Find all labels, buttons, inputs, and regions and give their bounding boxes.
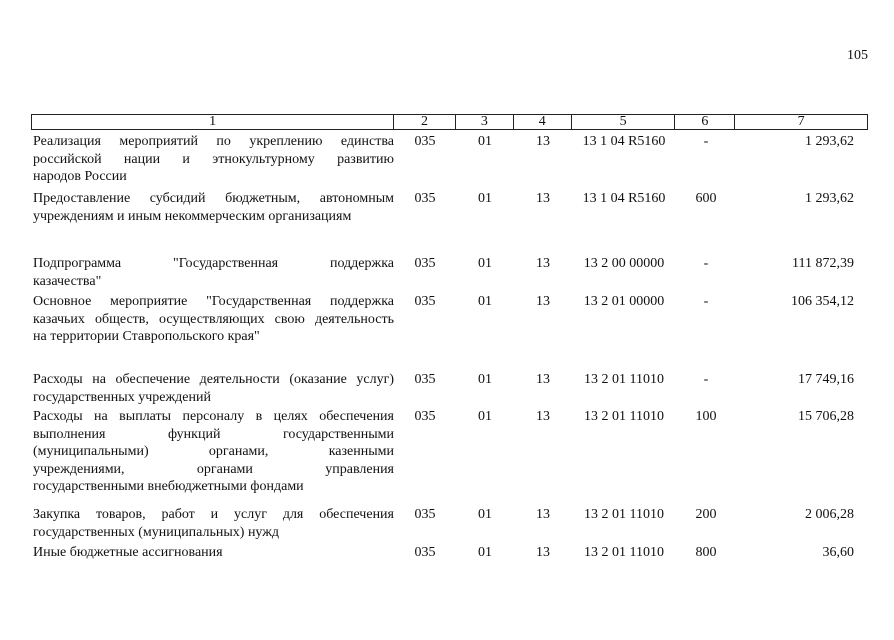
- row-description: [31, 544, 394, 562]
- cell-target-article: 13 2 01 11010: [584, 372, 664, 387]
- table-row: [31, 293, 868, 346]
- cell-target-article: 13 2 00 00000: [583, 256, 665, 271]
- description-line: (муниципальными) органами, казенными: [33, 444, 394, 459]
- cell-target-article: 13 1 04 R5160: [582, 191, 666, 206]
- row-description: [31, 293, 394, 346]
- cell-ministry: 035: [414, 545, 436, 560]
- cell-section: 01: [478, 256, 492, 271]
- cell-subsection: 13: [536, 372, 550, 387]
- row-description: [31, 371, 394, 406]
- header-col-7: 7: [797, 114, 805, 129]
- description-line: казачества": [33, 273, 102, 289]
- cell-section: 01: [478, 294, 492, 309]
- cell-expense-type: -: [703, 256, 709, 271]
- cell-target-article: 13 2 01 00000: [583, 294, 665, 309]
- header-col-6: 6: [675, 115, 735, 129]
- cell-section: 01: [478, 372, 492, 387]
- table-row: [31, 133, 868, 186]
- cell-amount: 1 293,62: [805, 191, 854, 206]
- table-row: [31, 506, 868, 541]
- description-line: Основное мероприятие "Государственная поддержка: [33, 294, 394, 309]
- description-line: Реализация мероприятий по укреплению единства: [33, 134, 394, 149]
- description-line: учреждениям и иным некоммерческим организациям: [33, 208, 352, 224]
- description-line: государственными внебюджетными фондами: [33, 479, 304, 494]
- description-line: Иные бюджетные ассигнования: [33, 545, 223, 560]
- cell-section: 01: [478, 409, 492, 424]
- cell-subsection: 13: [536, 294, 550, 309]
- description-line: российской нации и этнокультурному развитию: [33, 151, 394, 167]
- cell-ministry: 035: [414, 134, 436, 149]
- cell-ministry: 035: [414, 372, 436, 387]
- description-line: Предоставление субсидий бюджетным, автономным: [33, 191, 394, 206]
- table-row: [31, 408, 868, 496]
- cell-ministry: 035: [414, 191, 436, 206]
- description-line: государственных (муниципальных) нужд: [33, 524, 280, 540]
- cell-target-article: 13 2 01 11010: [584, 507, 664, 522]
- cell-target-article: 13 2 01 11010: [584, 409, 664, 424]
- page-number: 105: [847, 48, 868, 63]
- description-line: Расходы на выплаты персоналу в целях обеспечения: [33, 409, 394, 424]
- cell-target-article: 13 2 01 11010: [584, 545, 664, 560]
- row-description: [31, 408, 394, 496]
- cell-section: 01: [478, 545, 492, 560]
- cell-section: 01: [478, 191, 492, 206]
- cell-subsection: 13: [536, 134, 550, 149]
- cell-amount: 106 354,12: [791, 294, 854, 309]
- row-description: [31, 506, 394, 541]
- description-line: Подпрограмма "Государственная поддержка: [33, 256, 394, 271]
- table-row: [31, 544, 868, 562]
- description-line: на территории Ставропольского края": [33, 329, 260, 344]
- cell-expense-type: 200: [695, 507, 717, 522]
- cell-target-article: 13 1 04 R5160: [582, 134, 666, 149]
- cell-expense-type: -: [703, 134, 709, 149]
- cell-amount: 36,60: [822, 545, 854, 560]
- cell-amount: 1 293,62: [805, 134, 854, 149]
- cell-subsection: 13: [536, 191, 550, 206]
- table-header: [31, 114, 868, 130]
- cell-section: 01: [478, 134, 492, 149]
- header-col-4: 4: [514, 115, 572, 129]
- description-line: учреждениями, органами управления: [33, 461, 394, 477]
- row-description: [31, 255, 394, 290]
- table-row: [31, 255, 868, 290]
- cell-amount: 17 749,16: [798, 372, 854, 387]
- description-line: Расходы на обеспечение деятельности (оказание услуг): [33, 372, 394, 387]
- header-col-3: 3: [456, 115, 514, 129]
- description-line: народов России: [33, 169, 127, 184]
- description-line: Закупка товаров, работ и услуг для обеспечения: [33, 507, 394, 522]
- cell-ministry: 035: [414, 294, 436, 309]
- cell-ministry: 035: [414, 256, 436, 271]
- table-row: [31, 190, 868, 225]
- cell-expense-type: -: [703, 372, 709, 387]
- cell-expense-type: 100: [695, 409, 717, 424]
- table-row: [31, 371, 868, 406]
- cell-amount: 111 872,39: [792, 256, 854, 271]
- cell-subsection: 13: [536, 256, 550, 271]
- cell-expense-type: 800: [695, 545, 717, 560]
- cell-ministry: 035: [414, 507, 436, 522]
- header-col-2: 2: [394, 115, 456, 129]
- cell-amount: 15 706,28: [798, 409, 854, 424]
- description-line: казачьих обществ, осуществляющих свою деятельность: [33, 311, 394, 327]
- row-description: [31, 133, 394, 186]
- cell-subsection: 13: [536, 409, 550, 424]
- header-col-1: 1: [32, 115, 394, 129]
- cell-amount: 2 006,28: [805, 507, 854, 522]
- row-description: [31, 190, 394, 225]
- cell-expense-type: -: [703, 294, 709, 309]
- cell-section: 01: [478, 507, 492, 522]
- cell-ministry: 035: [414, 409, 436, 424]
- description-line: выполнения функций государственными: [33, 426, 394, 442]
- description-line: государственных учреждений: [33, 389, 211, 405]
- cell-subsection: 13: [536, 545, 550, 560]
- header-col-5: 5: [572, 115, 676, 129]
- cell-expense-type: 600: [695, 191, 717, 206]
- cell-subsection: 13: [536, 507, 550, 522]
